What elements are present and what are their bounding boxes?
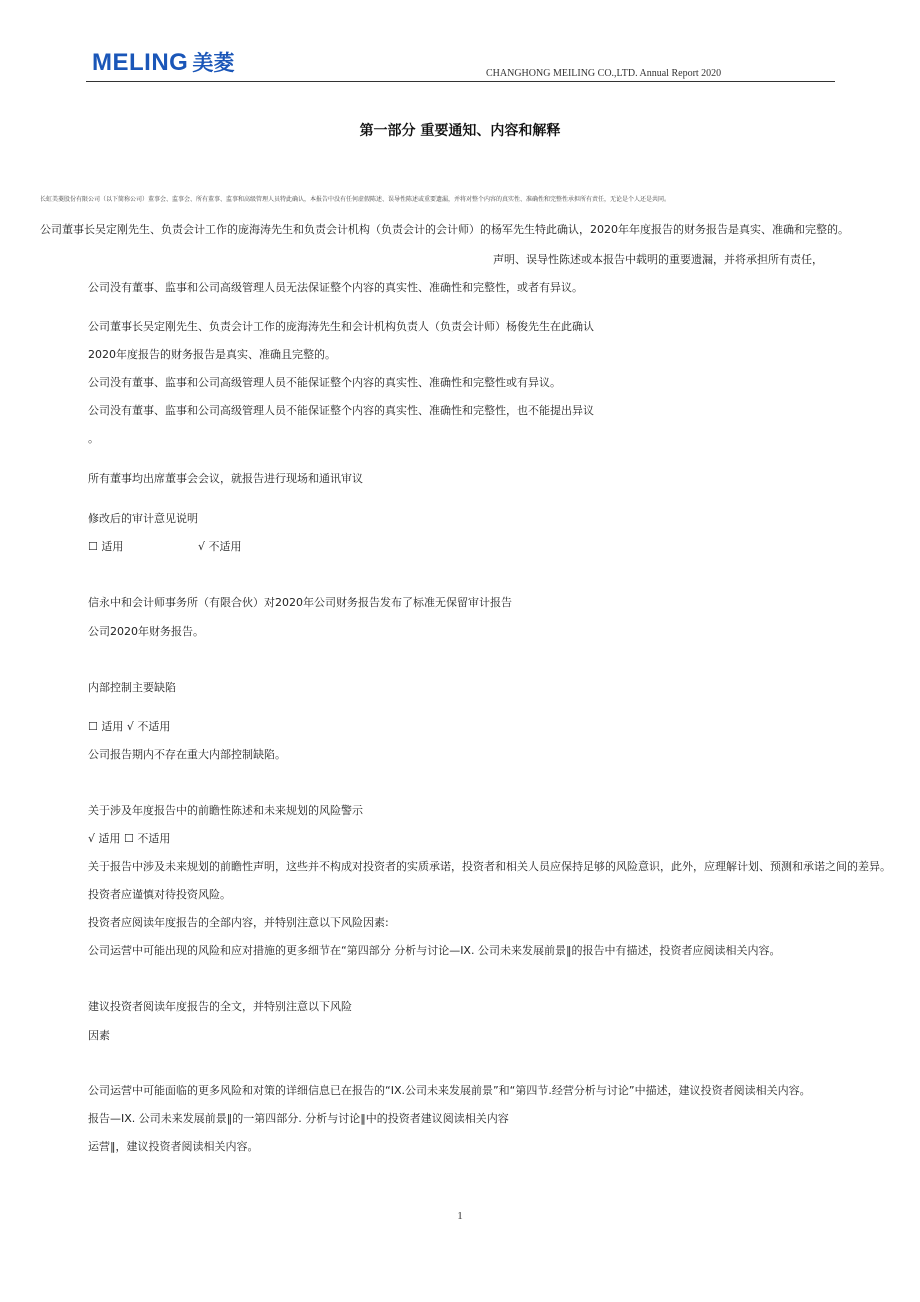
- operational-risk-details: 公司运营中可能出现的风险和应对措施的更多细节在“第四部分 分析与讨论—IX. 公司未来发展前景‖的报告中有描述，投资者应阅读相关内容。: [88, 944, 781, 957]
- read-full-report-note: 投资者应阅读年度报告的全部内容，并特别注意以下风险因素:: [88, 916, 389, 929]
- board-attendance-statement: 所有董事均出席董事会会议，就报告进行现场和通讯审议: [88, 472, 363, 485]
- trailing-period: 。: [88, 432, 99, 445]
- report-header-title: CHANGHONG MEILING CO.,LTD. Annual Report 2020: [486, 68, 722, 79]
- audit-opinion-heading: 修改后的审计意见说明: [88, 512, 198, 525]
- chairman-confirmation-paragraph: 公司董事长吴定刚先生、负责会计工作的庞海涛先生和负责会计机构（负责会计的会计师）的杨军先生特此确认，2020年年度报告的财务报告是真实、准确和完整的。: [40, 223, 849, 236]
- advice-read-full-text: 建议投资者阅读年度报告的全文，并特别注意以下风险: [88, 1000, 352, 1013]
- further-risks-statement: 公司运营中可能面临的更多风险和对策的详细信息已在报告的“IX.公司未来发展前景”和“第四节.经营分析与讨论”中描述，建议投资者阅读相关内容。: [88, 1084, 811, 1097]
- company-logo: [92, 50, 234, 76]
- internal-control-heading: 内部控制主要缺陷: [88, 681, 176, 694]
- financial-report-truth-statement: 2020年度报告的财务报告是真实、准确且完整的。: [88, 348, 336, 361]
- responsibility-statement-line: 声明、误导性陈述或本报告中载明的重要遗漏，并将承担所有责任，: [493, 253, 823, 266]
- no-guarantee-statement-2: 公司没有董事、监事和公司高级管理人员不能保证整个内容的真实性、准确性和完整性，也不能提出异议: [88, 404, 594, 417]
- operations-reference: 运营‖，建议投资者阅读相关内容。: [88, 1140, 259, 1153]
- logo-text-chinese: 美菱: [192, 51, 235, 75]
- board-declaration-small-print: 长虹美菱股份有限公司（以下简称公司）董事会、监事会、所有董事、监事和高级管理人员特此确认，本报告中没有任何虚假陈述、误导性陈述或重要遗漏，并将对整个内容的真实性、准确性和完整性承担所有责任，无论是个人还是共同。: [40, 196, 671, 203]
- page-number: 1: [457, 1210, 463, 1222]
- report-section-reference: 报告—IX. 公司未来发展前景‖的一第四部分. 分析与讨论‖中的投资者建议阅读相关内容: [88, 1112, 509, 1125]
- header-divider: [86, 81, 835, 82]
- internal-control-options: ☐ 适用 √ 不适用: [88, 720, 171, 733]
- chairman-confirmation-line: 公司董事长吴定刚先生、负责会计工作的庞海涛先生和会计机构负责人（负责会计师）杨俊先生在此确认: [88, 320, 594, 333]
- forward-looking-statement: 关于报告中涉及未来规划的前瞻性声明，这些并不构成对投资者的实质承诺，投资者和相关人员应保持足够的风险意识，此外，应理解计划、预测和承诺之间的差异。: [88, 860, 891, 873]
- section-title: 第一部分 重要通知、内容和解释: [359, 123, 561, 139]
- risk-warning-heading: 关于涉及年度报告中的前瞻性陈述和未来规划的风险警示: [88, 804, 363, 817]
- investment-risk-caution: 投资者应谨慎对待投资风险。: [88, 888, 231, 901]
- internal-control-statement: 公司报告期内不存在重大内部控制缺陷。: [88, 748, 286, 761]
- audit-not-applicable-option: √ 不适用: [198, 540, 242, 553]
- no-guarantee-statement-1: 公司没有董事、监事和公司高级管理人员不能保证整个内容的真实性、准确性和完整性或有异议。: [88, 376, 561, 389]
- logo-text-latin: MELING: [92, 49, 189, 76]
- risk-warning-options: √ 适用 ☐ 不适用: [88, 832, 171, 845]
- auditor-report-statement: 信永中和会计师事务所（有限合伙）对2020年公司财务报告发布了标准无保留审计报告: [88, 596, 512, 609]
- financial-report-year: 公司2020年财务报告。: [88, 625, 204, 638]
- risk-factors-word: 因素: [88, 1029, 110, 1042]
- no-objection-statement: 公司没有董事、监事和公司高级管理人员无法保证整个内容的真实性、准确性和完整性，或者有异议。: [88, 281, 583, 294]
- audit-applicable-option: ☐ 适用: [88, 540, 124, 553]
